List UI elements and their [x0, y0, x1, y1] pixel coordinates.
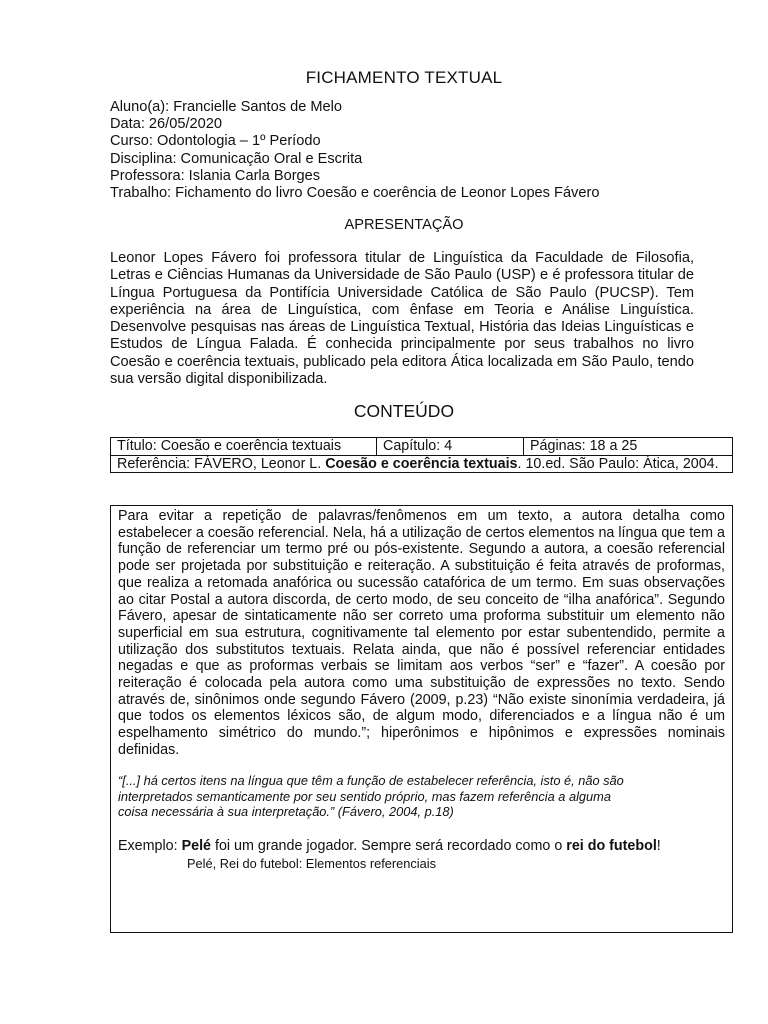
- reference-suffix: . 10.ed. São Paulo: Ática, 2004.: [517, 455, 719, 472]
- reference-prefix: Referência: FÁVERO, Leonor L.: [117, 455, 326, 472]
- student-info: [110, 99, 599, 202]
- presentation-paragraph: Leonor Lopes Fávero foi professora titular de Linguística da Faculdade de Filosofia, Letras e Ciências Humanas da Universidade de São Paulo (USP) e é professora titular de Língua Portuguesa da Pontifícia Universidade Católica de São Paulo (PUCSP). Tem experiência na área de Linguística, com ênfase em Teoria e Análise Linguística. Desenvolve pesquisas nas áreas de Linguística Textual, História das Ideias Linguísticas e Estudos de Língua Falada. É conhecida principalmente por seus trabalhos no livro Coesão e coerência textuais, publicado pela editora Ática localizada em São Paulo, tendo sua versão digital disponibilizada.: [110, 250, 694, 388]
- example-bold-pele: Pelé: [181, 838, 211, 854]
- example-prefix: Exemplo:: [118, 838, 182, 854]
- content-paragraph: Para evitar a repetição de palavras/fenômenos em um texto, a autora detalha como estabelecer a coesão referencial. Nela, há a utilização de certos elementos na língua que tem a função de referenciar um termo pré ou pós-existente. Segundo a autora, a coesão referencial pode ser projetada por substituição e reiteração. A substituição é feita através de proformas, que realiza a retomada anafórica ou sucessão catafórica de um termo. Em suas observações ao citar Postal a autora discorda, de certo modo, de seu conceito de “ilha anafórica”. Segundo Fávero, apesar de sintaticamente não ser correto uma proforma substituir um elemento não superficial em sua estrutura, cognitivamente tal elemento por estar subentendido, permite a utilização dos substitutos textuais. Relata ainda, que não é possível referenciar entidades negadas e que as proformas verbais se limitam aos verbos “ser” e “fazer”. A coesão por reiteração é colocada pela autora como uma substituição de expressões no texto. Sendo através de, sinônimos onde segundo Fávero (2009, p.23) “Não existe sinonímia verdadeira, já que todos os elementos léxicos são, de algum modo, diferenciados e a língua não é um espelhamento simétrico do mundo.”; hiperônimos e hipônimos e expressões nominais definidas.: [118, 508, 725, 758]
- example-line: [118, 838, 661, 854]
- example-middle: foi um grande jogador. Sempre será recordado como o: [211, 838, 567, 854]
- quote-line: interpretados semanticamente por seu sentido próprio, mas fazem referência a alguma: [118, 788, 611, 804]
- quote-line: coisa necessária à sua interpretação.” (Fávero, 2004, p.18): [118, 804, 454, 820]
- chapter-cell: Capítulo: 4: [377, 438, 524, 456]
- content-box: [110, 505, 733, 933]
- reference-table: [110, 437, 733, 473]
- example-note: Pelé, Rei do futebol: Elementos referenciais: [187, 856, 436, 871]
- student-name: Aluno(a): Francielle Santos de Melo: [110, 99, 342, 115]
- example-suffix: !: [656, 838, 661, 854]
- pages-cell: Páginas: 18 a 25: [524, 438, 733, 456]
- reference-cell: [111, 455, 733, 473]
- reference-book-title: Coesão e coerência textuais: [325, 455, 518, 472]
- reference-table-row: [111, 455, 733, 473]
- book-title-cell: Título: Coesão e coerência textuais: [111, 438, 377, 456]
- date: Data: 26/05/2020: [110, 116, 222, 133]
- document-title: FICHAMENTO TEXTUAL: [305, 68, 503, 87]
- content-heading: CONTEÚDO: [353, 401, 455, 421]
- example-bold-rei: rei do futebol: [566, 838, 657, 854]
- citation-quote: [118, 773, 718, 820]
- discipline: Disciplina: Comunicação Oral e Escrita: [110, 150, 363, 167]
- reference-table-row: [111, 438, 733, 456]
- professor: Professora: Islania Carla Borges: [110, 167, 321, 184]
- assignment: Trabalho: Fichamento do livro Coesão e coerência de Leonor Lopes Fávero: [110, 185, 600, 202]
- presentation-heading: APRESENTAÇÃO: [344, 217, 464, 233]
- course: Curso: Odontologia – 1º Período: [110, 133, 321, 150]
- quote-line: “[...] há certos itens na língua que têm a função de estabelecer referência, isto é, não são: [118, 773, 624, 788]
